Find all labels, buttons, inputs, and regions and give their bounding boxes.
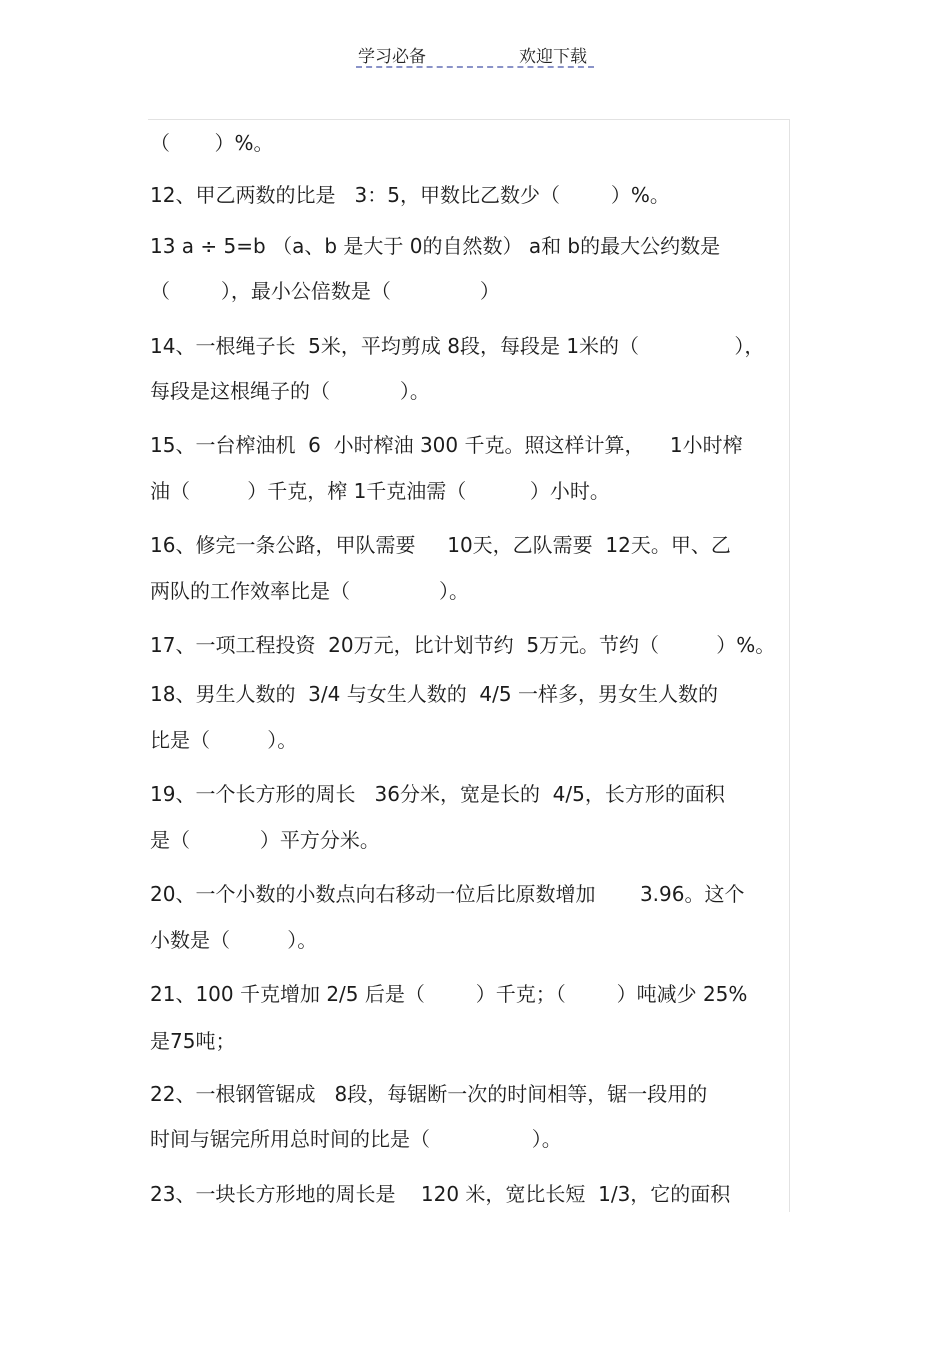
page-header <box>356 40 594 68</box>
question-line: 22、一根钢管锯成 8段，每锯断一次的时间相等，锯一段用的 <box>150 1082 708 1106</box>
question-line: 每段是这根绳子的（ ）。 <box>150 379 430 403</box>
question-line: 18、男生人数的 3/4 与女生人数的 4/5 一样多，男女生人数的 <box>150 682 718 706</box>
header-right-text: 欢迎下载 <box>519 47 587 67</box>
question-line: 是（ ）平方分米。 <box>150 828 380 852</box>
question-line: 小数是（ ）。 <box>150 928 318 952</box>
question-line: 14、一根绳子长 5米，平均剪成 8段，每段是 1米的（ ）， <box>150 334 765 358</box>
question-line: 12、甲乙两数的比是 3：5，甲数比乙数少（ ）%。 <box>150 183 670 207</box>
question-line: 两队的工作效率比是（ ）。 <box>150 579 470 603</box>
question-line: 油（ ）千克，榨 1千克油需（ ）小时。 <box>150 479 610 503</box>
question-line: 19、一个长方形的周长 36分米，宽是长的 4/5，长方形的面积 <box>150 782 725 806</box>
question-line: 15、一台榨油机 6 小时榨油 300 千克。照这样计算， 1小时榨 <box>150 433 743 457</box>
question-line: 13 a ÷ 5=b （a、b 是大于 0的自然数） a和 b的最大公约数是 <box>150 234 721 258</box>
question-line: 21、100 千克增加 2/5 后是（ ）千克；（ ）吨减少 25% <box>150 982 748 1006</box>
question-line: 16、修完一条公路，甲队需要 10天，乙队需要 12天。甲、乙 <box>150 533 731 557</box>
question-line: 17、一项工程投资 20万元，比计划节约 5万元。节约（ ）%。 <box>150 633 776 657</box>
question-line: 是75吨； <box>150 1029 236 1053</box>
question-line: （ ），最小公倍数是（ ） <box>150 279 500 303</box>
question-line: 时间与锯完所用总时间的比是（ ）。 <box>150 1127 562 1151</box>
question-line: 23、一块长方形地的周长是 120 米，宽比长短 1/3，它的面积 <box>150 1182 731 1206</box>
header-left-text: 学习必备 <box>358 47 426 67</box>
question-line: 20、一个小数的小数点向右移动一位后比原数增加 3.96。这个 <box>150 882 745 906</box>
question-line: 比是（ ）。 <box>150 728 298 752</box>
question-line: （ ）%。 <box>150 131 274 155</box>
